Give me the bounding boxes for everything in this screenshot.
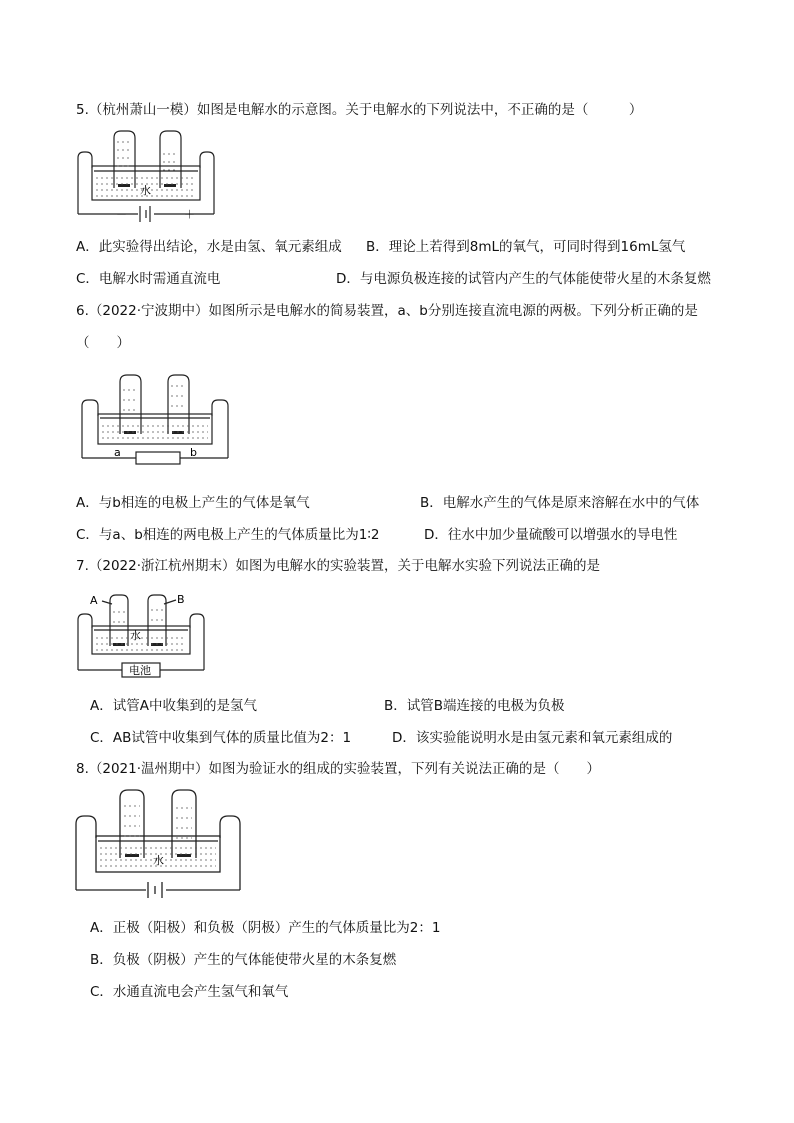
question-8-stem: 8.（2021·温州期中）如图为验证水的组成的实验装置，下列有关说法正确的是（ ） xyxy=(76,761,601,777)
q7-electrolysis-diagram xyxy=(76,592,206,678)
q5-minus-label: － xyxy=(116,208,127,221)
q5-plus-label: ＋ xyxy=(184,208,195,221)
q6-label-a: a xyxy=(114,446,121,459)
q6-electrolysis-diagram xyxy=(80,372,230,464)
q7-option-d: D．该实验能说明水是由氢元素和氧元素组成的 xyxy=(392,730,673,746)
q8-electrolysis-diagram xyxy=(74,786,242,898)
q8-option-b: B．负极（阴极）产生的气体能使带火星的木条复燃 xyxy=(90,952,397,968)
q5-option-a: A．此实验得出结论，水是由氢、氧元素组成 xyxy=(76,239,342,255)
q6-option-b: B．电解水产生的气体是原来溶解在水中的气体 xyxy=(420,495,700,511)
q5-option-b: B．理论上若得到8mL的氧气，可同时得到16mL氢气 xyxy=(366,239,686,255)
question-5-stem: 5.（杭州萧山一模）如图是电解水的示意图。关于电解水的下列说法中，不正确的是（ ） xyxy=(76,102,643,118)
q8-water-label: 水 xyxy=(153,854,164,867)
q7-battery-label: 电池 xyxy=(129,664,151,677)
q7-label-a: A xyxy=(90,594,98,607)
q5-option-c: C．电解水时需通直流电 xyxy=(76,271,221,287)
q5-water-label: 水 xyxy=(140,184,151,197)
q7-label-b: B xyxy=(177,593,185,606)
q7-water-label: 水 xyxy=(130,629,141,642)
q7-option-c: C．AB试管中收集到气体的质量比值为2：1 xyxy=(90,730,352,746)
question-6-stem-cont: （ ） xyxy=(76,335,130,351)
question-7-stem: 7.（2022·浙江杭州期末）如图为电解水的实验装置，关于电解水实验下列说法正确的是 xyxy=(76,558,601,574)
question-6-stem: 6.（2022·宁波期中）如图所示是电解水的简易装置，a、b分别连接直流电源的两极。下列分析正确的是 xyxy=(76,303,698,319)
q7-option-a: A．试管A中收集到的是氢气 xyxy=(90,698,257,714)
q6-label-b: b xyxy=(190,446,197,459)
q5-option-d: D．与电源负极连接的试管内产生的气体能使带火星的木条复燃 xyxy=(336,271,711,287)
q6-option-c: C．与a、b相连的两电极上产生的气体质量比为1∶2 xyxy=(76,527,380,543)
q6-option-a: A．与b相连的电极上产生的气体是氧气 xyxy=(76,495,310,511)
q7-option-b: B．试管B端连接的电极为负极 xyxy=(384,698,565,714)
q8-option-a: A．正极（阳极）和负极（阴极）产生的气体质量比为2：1 xyxy=(90,920,441,936)
q5-electrolysis-diagram xyxy=(76,128,216,220)
q6-option-d: D．往水中加少量硫酸可以增强水的导电性 xyxy=(424,527,678,543)
q8-option-c: C．水通直流电会产生氢气和氧气 xyxy=(90,984,289,1000)
